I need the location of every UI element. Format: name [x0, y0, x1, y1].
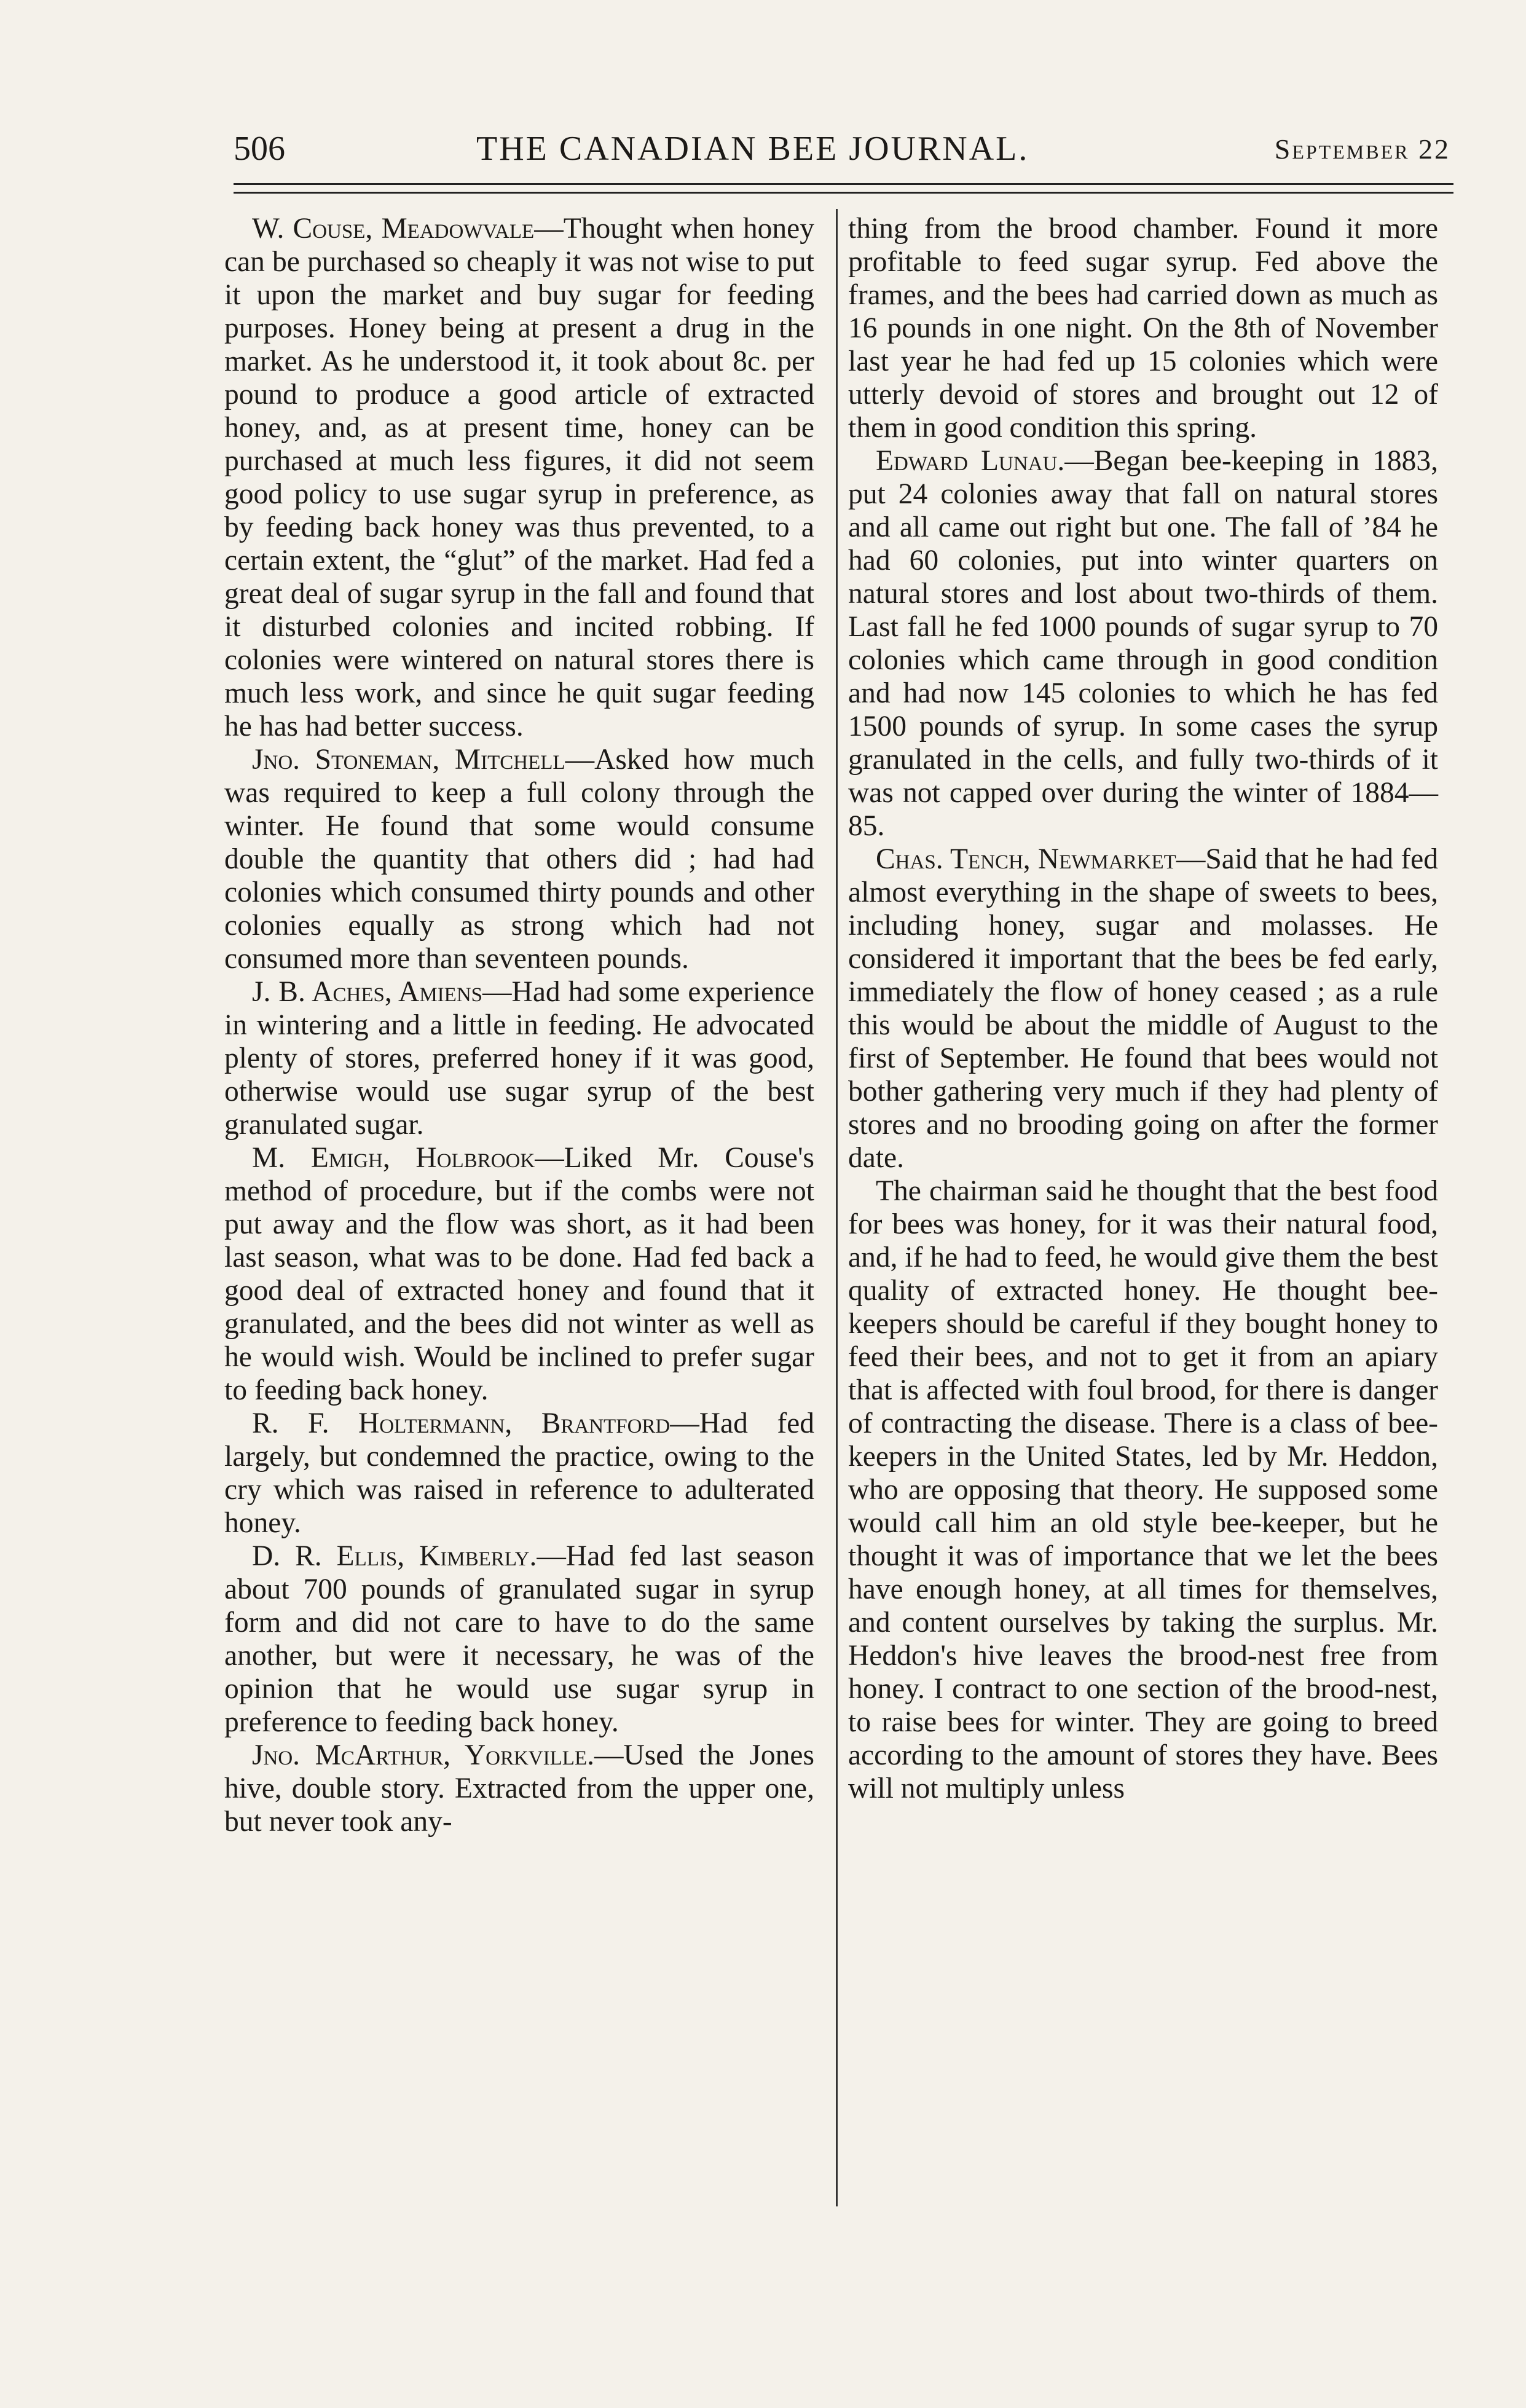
- journal-title: THE CANADIAN BEE JOURNAL.: [476, 130, 1029, 168]
- paragraph-text: —Began bee-keeping in 1883, put 24 colonies away that fall on natural stores and all came out right but one. The fall of ’84 he had 60 colonies, put into winter quarters on natural stores and lost about two-thirds of them. Last fall he fed 1000 pounds of sugar syrup to 70 colonies which came through in good condition and had now 145 colonies to which he has fed 1500 pounds of syrup. In some cases the syrup granulated in the cells, and fully two-thirds of it was not capped over during the winter of 1884—85.: [848, 445, 1438, 842]
- speaker-name: R. F. Holtermann, Brantford: [252, 1407, 671, 1439]
- speaker-name: D. R. Ellis, Kimberly.: [252, 1540, 537, 1572]
- page-header: [234, 129, 1450, 184]
- speaker-name: Chas. Tench, Newmarket: [876, 843, 1176, 875]
- speaker-name: M. Emigh, Holbrook: [252, 1142, 535, 1174]
- paragraph-text: —Liked Mr. Couse's method of procedure, but if the combs were not put away and the flow was short, as it had been last season, what was to be done. Had fed back a good deal of extracted honey and found that it granulated, and the bees did not winter as well as he would wish. Would be inclined to prefer sugar to feeding back honey.: [224, 1142, 814, 1406]
- paragraph-stoneman: [224, 743, 814, 975]
- paragraph-text: —Had had some experience in wintering and a little in feeding. He advocated plenty of stores, preferred honey if it was good, otherwise would use sugar syrup of the best granulated sugar.: [224, 976, 814, 1141]
- speaker-name: W. Couse, Meadowvale: [252, 213, 535, 245]
- paragraph-holtermann: [224, 1407, 814, 1540]
- paragraph-text: —Had fed last season about 700 pounds of granulated sugar in syrup form and did not care to have to do the same another, but were it necessary, he was of the opinion that he would use sugar syrup in preference to feeding back honey.: [224, 1540, 814, 1738]
- page-number: 506: [234, 130, 285, 168]
- issue-date: September 22: [1274, 133, 1450, 165]
- paragraph-lunau: [848, 444, 1438, 843]
- paragraph-mcarthur-continued: [848, 212, 1438, 444]
- paragraph-text: —Had fed largely, but condemned the practice, owing to the cry which was raised in reference to adulterated honey.: [224, 1407, 814, 1539]
- paragraph-ellis: [224, 1540, 814, 1739]
- paragraph-text: thing from the brood chamber. Found it more profitable to feed sugar syrup. Fed above the frames, and the bees had carried down as much as 16 pounds in one night. On the 8th of November last year he had fed up 15 colonies which were utterly devoid of stores and brought out 12 of them in good condition this spring.: [848, 213, 1438, 444]
- paragraph-aches: [224, 975, 814, 1141]
- paragraph-chairman: [848, 1174, 1438, 1805]
- speaker-name: Jno. Stoneman, Mitchell: [252, 744, 565, 776]
- paragraph-text: —Asked how much was required to keep a full colony through the winter. He found that some would consume double the quantity that others did ; had had colonies which consumed thirty pounds and other colonies equally as strong which had not consumed more than seventeen pounds.: [224, 744, 814, 975]
- paragraph-text: —Thought when honey can be purchased so cheaply it was not wise to put it upon the market and buy sugar for feeding purposes. Honey being at present a drug in the market. As he understood it, it took about 8c. per pound to produce a good article of extracted honey, and, as at present time, honey can be purchased at much less figures, it did not seem good policy to use sugar syrup in preference, as by feeding back honey was thus prevented, to a certain extent, the “glut” of the market. Had fed a great deal of sugar syrup in the fall and found that it disturbed colonies and incited robbing. If colonies were wintered on natural stores there is much less work, and since he quit sugar feeding he has had better success.: [224, 213, 814, 742]
- speaker-name: Edward Lunau.: [876, 445, 1065, 477]
- paragraph-text: The chairman said he thought that the best food for bees was honey, for it was their natural food, and, if he had to feed, he would give them the best quality of extracted honey. He thought bee-keepers should be careful if they bought honey to feed their bees, and not to get it from an apiary that is affected with foul brood, for there is danger of contracting the disease. There is a class of bee-keepers in the United States, led by Mr. Heddon, who are opposing that theory. He supposed some would call him an old style bee-keeper, but he thought it was of importance that we let the bees have enough honey, at all times for themselves, and content ourselves by taking the surplus. Mr. Heddon's hive leaves the brood-nest free from honey. I contract to one section of the brood-nest, to raise bees for winter. They are going to breed according to the amount of stores they have. Bees will not multiply unless: [848, 1175, 1438, 1804]
- speaker-name: Jno. McArthur, Yorkville.: [252, 1739, 594, 1771]
- paragraph-text: —Used the Jones hive, double story. Extracted from the upper one, but never took any-: [224, 1739, 814, 1838]
- speaker-name: J. B. Aches, Amiens: [252, 976, 483, 1008]
- paragraph-mcarthur: [224, 1739, 814, 1838]
- paragraph-text: —Said that he had fed almost everything in the shape of sweets to bees, including honey, sugar and molasses. He considered it important that the bees be fed early, immediately the flow of honey ceased ; as a rule this would be about the middle of August to the first of September. He found that bees would not bother gathering very much if they had plenty of stores and no brooding going on after the former date.: [848, 843, 1438, 1174]
- header-rule-bottom: [234, 192, 1453, 194]
- header-rule-top: [234, 183, 1453, 185]
- paragraph-emigh: [224, 1141, 814, 1407]
- left-column: [224, 212, 814, 1838]
- right-column: [848, 212, 1438, 1805]
- paragraph-couse: [224, 212, 814, 743]
- paragraph-tench: [848, 843, 1438, 1174]
- column-divider: [836, 209, 838, 2206]
